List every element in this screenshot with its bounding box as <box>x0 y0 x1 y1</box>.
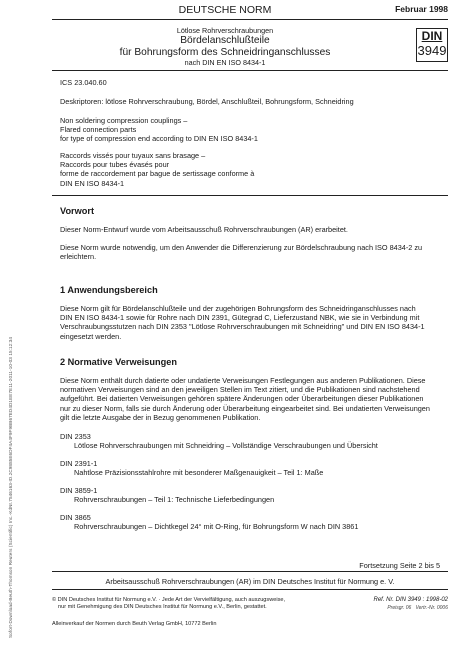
reference-title: Rohrverschraubungen – Teil 1: Technische Lieferbedingungen <box>74 495 275 504</box>
vorwort-paragraph-1: Dieser Norm-Entwurf wurde vom Arbeitsausschuß Rohrverschraubungen (AR) erarbeitet. <box>60 225 348 234</box>
section-1-line: Verschraubungsstutzen nach DIN 2353 "Lötlose Rohrverschraubungen mit Schneidring" und DIN EN ISO 8434-1 <box>60 322 425 332</box>
din-number: 3949 <box>417 43 447 58</box>
section-1-line: eingesetzt werden. <box>60 331 122 341</box>
committee-rule <box>52 571 448 572</box>
vorwort-paragraph-2-line: Diese Norm wurde notwendig, um den Anwender die Differenzierung zur Bördelschraubung nach ISO 8434-2 zu <box>60 243 423 252</box>
title-line-1: Lötlose Rohrverschraubungen <box>176 26 274 35</box>
english-title-line: for type of compression end according to DIN EN ISO 8434-1 <box>60 134 258 144</box>
section-2-line: Diese Norm enthält durch datierte oder undatierte Verweisungen Festlegungen aus anderen Publikationen. Diese <box>60 376 426 385</box>
reference-id: DIN 3865 <box>60 513 91 522</box>
descriptors: Deskriptoren: lötlose Rohrverschraubung, Bördel, Anschlußteil, Bohrungsform, Schneidring <box>60 97 354 106</box>
reference-number: Ref. Nr. DIN 3949 : 1998-02 <box>373 597 448 603</box>
section-2-line: nur zu dieser Norm, falls sie durch Änderung oder Überarbeitung eingearbeitet sind. Bei undatierten Verweisungen <box>60 403 430 413</box>
sales-notice: Alleinverkauf der Normen durch Beuth Verlag GmbH, 10772 Berlin <box>52 621 217 627</box>
ics-code: ICS 23.040.60 <box>60 78 107 87</box>
reference-title: Lötlose Rohrverschraubungen mit Schneidring – Vollständige Verschraubungen und Übersicht <box>74 441 378 450</box>
vorwort-paragraph-2-line: erleichtern. <box>60 252 97 262</box>
section-1-line: DIN EN ISO 8434-1 sowie für Rohre nach DIN 2391, Gütegrad C, Lieferzustand NBK, wie sie in Verbindung mit <box>60 313 420 323</box>
section-2-line: aufgeführt. Bei datierten Verweisungen gehören spätere Änderungen oder Überarbeitungen dieser Publikationen <box>60 394 424 404</box>
section-2-line: normativen Verweisungen sind an den jeweiligen Stellen im Text zitiert, und die Publikationen sind nachstehend <box>60 385 420 395</box>
title-line-3: für Bohrungsform des Schneidringanschlusses <box>119 46 331 58</box>
section-rule <box>52 195 448 196</box>
section-2-line: gilt die letzte Ausgabe der in Bezug genommenen Publikation. <box>60 412 261 422</box>
continuation-note: Fortsetzung Seite 2 bis 5 <box>359 561 440 570</box>
norm-label: DEUTSCHE NORM <box>178 4 272 16</box>
copyright-line: nur mit Genehmigung des DIN Deutsches Institut für Normung e.V., Berlin, gestattet. <box>58 604 267 610</box>
english-title <box>60 116 258 144</box>
section-1-line: Diese Norm gilt für Bördelanschlußteile und der zugehörigen Bohrungsform des Schneidringanschlusses nach <box>60 304 416 313</box>
french-title-line: forme de raccordement par bague de sertissage conforme à <box>60 169 255 179</box>
reference-title: Rohrverschraubungen – Dichtkegel 24° mit O-Ring, für Bohrungsform W nach DIN 3861 <box>74 522 359 531</box>
footer-rule <box>52 589 448 590</box>
reference-id: DIN 2391-1 <box>60 459 98 468</box>
document-title <box>52 26 398 67</box>
section-2-heading: 2 Normative Verweisungen <box>60 357 177 367</box>
french-title-line: Raccords pour tubes évasés pour <box>60 160 170 170</box>
copyright-line: © DIN Deutsches Institut für Normung e.V. · Jede Art der Vervielfältigung, auch auszugsweise, <box>52 597 286 603</box>
price-and-sales-numbers <box>387 605 448 611</box>
sales-number: Vertr.-Nr. 0006 <box>415 605 448 611</box>
section-2-text <box>60 376 430 422</box>
french-title-line: DIN EN ISO 8434-1 <box>60 178 125 188</box>
din-number-box <box>416 28 448 62</box>
reference-id: DIN 2353 <box>60 432 91 441</box>
english-title-line: Non soldering compression couplings – <box>60 116 188 125</box>
copyright-notice <box>52 597 285 611</box>
english-title-line: Flared connection parts <box>60 125 137 135</box>
section-1-text <box>60 304 425 341</box>
title-line-4: nach DIN EN ISO 8434-1 <box>184 58 266 67</box>
reference-title: Nahtlose Präzisionsstahlrohre mit besonderer Maßgenauigkeit – Teil 1: Maße <box>74 468 324 477</box>
title-rule <box>52 70 448 71</box>
french-title <box>60 151 254 188</box>
issue-date: Februar 1998 <box>395 4 448 14</box>
vorwort-paragraph-2 <box>60 243 422 261</box>
committee-line: Arbeitsausschuß Rohrverschraubungen (AR) im DIN Deutsches Institut für Normung e. V. <box>105 577 395 586</box>
french-title-line: Raccords vissés pour tuyaux sans brasage – <box>60 151 206 160</box>
reference-id: DIN 3859-1 <box>60 486 98 495</box>
title-line-2: Bördelanschlußteile <box>180 35 270 46</box>
din-label: DIN <box>421 29 443 43</box>
vorwort-heading: Vorwort <box>60 206 95 216</box>
side-watermark-text: Sofort-Download-Beuth-Thomson Reuters (Scientific) Inc.-KdNr.7546163-ID.2C9885E6DF4A4F9F9BB67ED4D1EE7E11-2011-10-03 15:12:34 <box>8 336 13 638</box>
price-group: Preisgr. 06 <box>387 605 412 611</box>
section-1-heading: 1 Anwendungsbereich <box>60 285 158 295</box>
header-rule <box>52 19 448 20</box>
